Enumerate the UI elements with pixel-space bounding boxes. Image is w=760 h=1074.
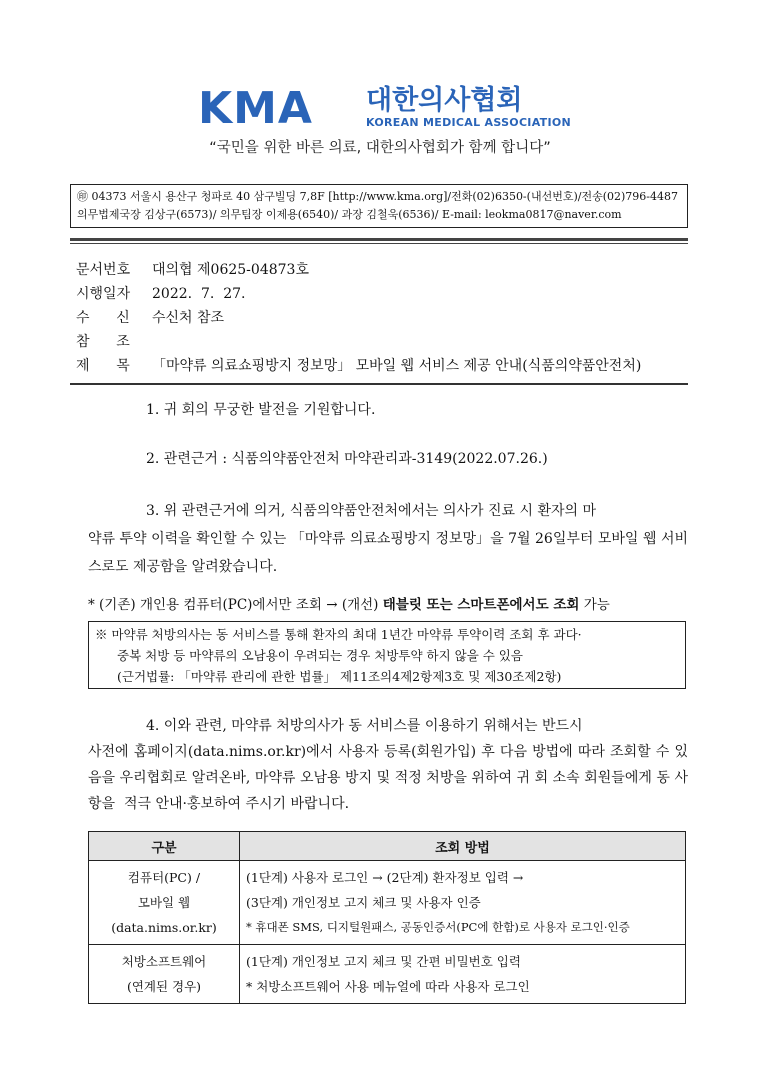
meta-doc-no — [76, 258, 688, 282]
reference-label: 참 조 — [76, 334, 130, 350]
date-label: 시행일자 — [76, 286, 131, 302]
bullet-prefix: * (기존) 개인용 컴퓨터(PC)에서만 조회 → (개선) — [88, 597, 383, 613]
header-category: 구분 — [89, 832, 240, 861]
date-value: 2022. 7. 27. — [152, 286, 246, 302]
table-row — [89, 945, 686, 1004]
kma-logo — [198, 83, 578, 134]
note-line-1: ※ 마약류 처방의사는 동 서비스를 통해 환자의 최대 1년간 마약류 투약이력 조회 후 과다· — [95, 627, 582, 642]
paragraph-3-line-1: 3. 위 관련근거에 의거, 식품의약품안전처에서는 의사가 진료 시 환자의 마 — [146, 503, 597, 519]
address-box — [70, 184, 688, 228]
table-row — [89, 861, 686, 945]
meta-divider — [70, 383, 688, 385]
recipient-value: 수신처 참조 — [152, 310, 225, 326]
paragraph-3-rest: 약류 투약 이력을 확인할 수 있는 「마약류 의료쇼핑방지 정보망」을 7월 26일부터 모바일 웹 서비스로도 제공함을 알려왔습니다. — [88, 531, 688, 575]
bullet-bold-text: 태블릿 또는 스마트폰에서도 조회 — [382, 597, 580, 613]
paragraph-4 — [88, 713, 688, 817]
improvement-bullet — [88, 594, 688, 616]
meta-date — [76, 282, 688, 306]
recipient-label: 수 신 — [76, 310, 130, 326]
row-2-category-line-1: 처방소프트웨어 — [121, 954, 207, 969]
doc-no-value: 대의협 제0625-04873호 — [152, 262, 309, 278]
row-2-method — [240, 945, 686, 1004]
paragraph-4-line-1: 4. 이와 관련, 마약류 처방의사가 동 서비스를 이용하기 위해서는 반드시 — [146, 718, 583, 734]
note-box — [88, 621, 686, 689]
meta-subject — [76, 354, 688, 378]
header-method: 조회 방법 — [240, 832, 686, 861]
paragraph-2: 2. 관련근거 : 식품의약품안전처 마약관리과-3149(2022.07.26.) — [146, 451, 548, 467]
header-divider-thin — [70, 243, 688, 244]
lookup-method-table — [88, 831, 686, 1004]
row-1-category-line-3: (data.nims.or.kr) — [111, 920, 217, 935]
document-meta — [76, 258, 688, 378]
row-1-category-line-1: 컴퓨터(PC) / — [127, 870, 201, 885]
row-1-method-line-1: (1단계) 사용자 로그인 → (2단계) 환자정보 입력 → — [246, 870, 524, 885]
row-1-category-line-2: 모바일 웹 — [137, 895, 191, 910]
row-2-category — [89, 945, 240, 1004]
note-line-2: 중복 처방 등 마약류의 오남용이 우려되는 경우 처방투약 하지 않을 수 있음 — [117, 648, 523, 663]
slogan: “국민을 위한 바른 의료, 대한의사협회가 함께 합니다” — [209, 140, 551, 156]
note-line-3: (근거법률: 「마약류 관리에 관한 법률」 제11조의4제2항제3호 및 제30조제2항) — [117, 669, 562, 684]
paragraph-3 — [88, 497, 688, 581]
meta-reference — [76, 330, 688, 354]
paragraph-1: 1. 귀 회의 무궁한 발전을 기원합니다. — [146, 402, 376, 418]
meta-recipient — [76, 306, 688, 330]
paragraph-4-rest: 사전에 홈페이지(data.nims.or.kr)에서 사용자 등록(회원가입) 후 다음 방법에 따라 조회할 수 있음을 우리협회로 알려온바, 마약류 오남용 방지 및 적정 처방을 위하여 귀 회 소속 회원들에게 동 사항을 적극 안내·홍보하여 주시기 바랍니다. — [88, 744, 688, 812]
row-2-method-line-1: (1단계) 개인정보 고지 체크 및 간편 비밀번호 입력 — [246, 954, 521, 969]
row-1-category — [89, 861, 240, 945]
subject-label: 제 목 — [76, 358, 130, 374]
doc-no-label: 문서번호 — [76, 262, 131, 278]
logo-org-name-en: KOREAN MEDICAL ASSOCIATION — [366, 116, 572, 129]
address-line-1: ㊞ 04373 서울시 용산구 청파로 40 삼구빌딩 7,8F [http://www.kma.org]/전화(02)6350-(내선번호)/전송(02)796-4487 — [77, 190, 678, 203]
row-2-category-line-2: (연계된 경우) — [126, 979, 202, 994]
row-1-method-line-3: * 휴대폰 SMS, 디지털원패스, 공동인증서(PC에 한함)로 사용자 로그인·인증 — [246, 920, 630, 934]
row-1-method-line-2: (3단계) 개인정보 고지 체크 및 사용자 인증 — [246, 895, 481, 910]
bullet-suffix: 가능 — [579, 597, 610, 613]
table-header-row — [89, 832, 686, 861]
logo-org-name-ko: 대한의사협회 — [366, 85, 523, 116]
logo-kma-text: KMA — [198, 83, 313, 134]
header-divider — [70, 238, 688, 241]
row-2-method-line-2: * 처방소프트웨어 사용 메뉴얼에 따라 사용자 로그인 — [246, 979, 530, 994]
address-line-2: 의무법제국장 김상구(6573)/ 의무팀장 이제용(6540)/ 과장 김철욱(6536)/ E-mail: leokma0817@naver.com — [77, 208, 622, 221]
subject-value: 「마약류 의료쇼핑방지 정보망」 모바일 웹 서비스 제공 안내(식품의약품안전처) — [152, 358, 642, 374]
row-1-method — [240, 861, 686, 945]
